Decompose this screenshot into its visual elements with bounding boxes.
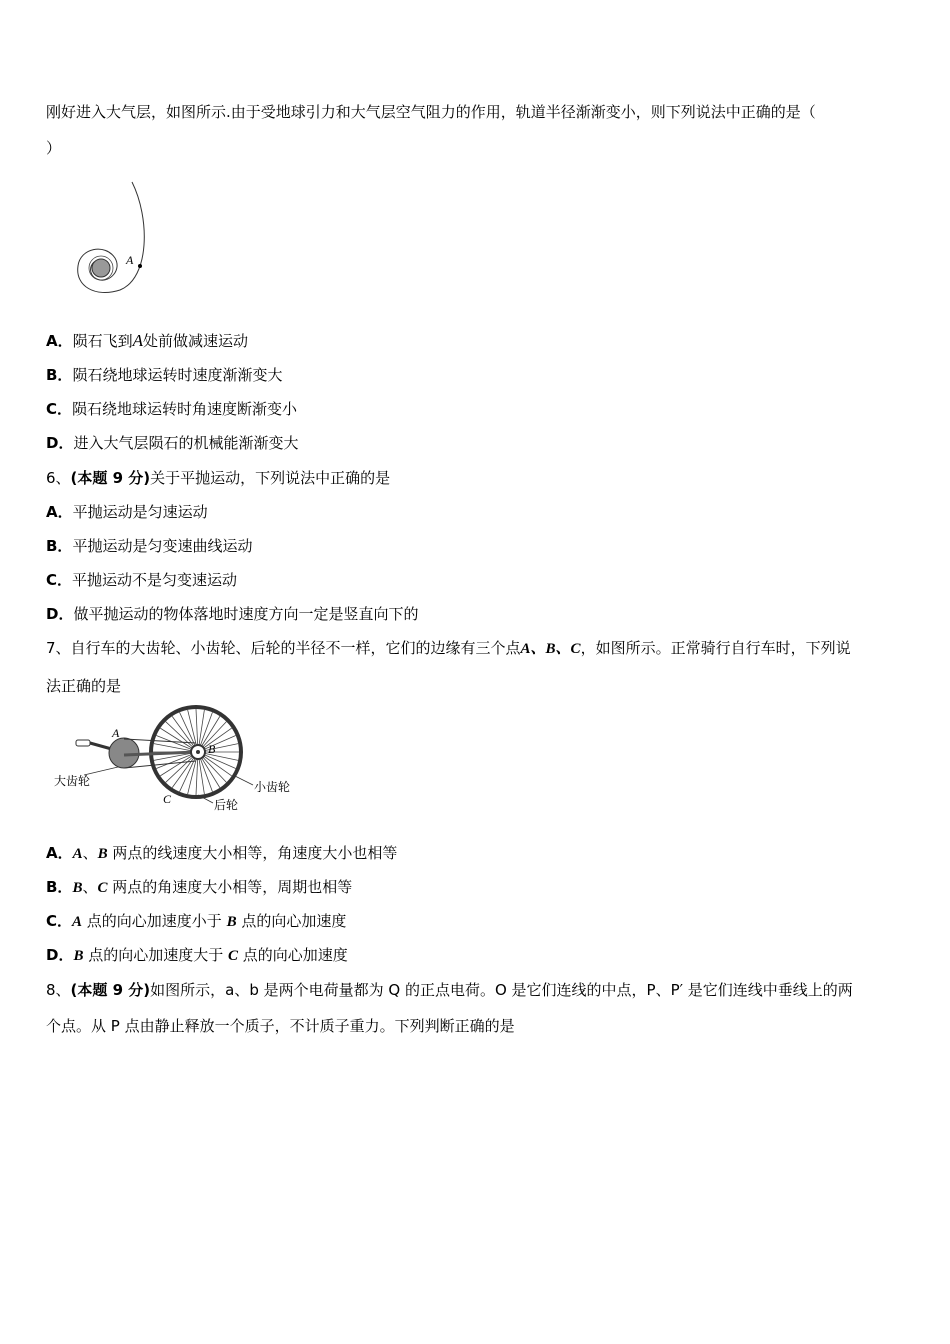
meteor-orbit-figure bbox=[70, 178, 170, 303]
q6-option-a[interactable]: A．平抛运动是匀速运动 bbox=[46, 503, 208, 521]
figure-label-big-gear: 大齿轮 bbox=[54, 774, 91, 788]
q7-option-c[interactable]: C．A 点的向心加速度小于 B 点的向心加速度 bbox=[46, 912, 347, 930]
q6-stem: 6、(本题 9 分)关于平抛运动，下列说法中正确的是 bbox=[46, 469, 391, 487]
q7-option-b[interactable]: B．B、C 两点的角速度大小相等，周期也相等 bbox=[46, 878, 353, 896]
q5-option-d[interactable]: D．进入大气层陨石的机械能渐渐变大 bbox=[46, 434, 299, 452]
q7-stem-line2: 法正确的是 bbox=[46, 677, 122, 695]
figure-label-a: A bbox=[112, 726, 120, 740]
q5-option-b[interactable]: B．陨石绕地球运转时速度渐渐变大 bbox=[46, 366, 283, 384]
q7-option-a[interactable]: A．A、B 两点的线速度大小相等，角速度大小也相等 bbox=[46, 844, 398, 862]
q5-stem-line2: ） bbox=[46, 139, 62, 157]
q7-stem-line1: 7、自行车的大齿轮、小齿轮、后轮的半径不一样，它们的边缘有三个点A、B、C，如图所示。正常骑行自行车时，下列说 bbox=[46, 639, 851, 657]
figure-label-b: B bbox=[208, 742, 216, 756]
bicycle-gear-figure bbox=[48, 705, 303, 820]
q8-stem-line1: 8、(本题 9 分)如图所示，a、b 是两个电荷量都为 Q 的正点电荷。O 是它们连线的中点，P、P′ 是它们连线中垂线上的两 bbox=[46, 981, 853, 999]
q5-option-a[interactable]: A．陨石飞到A处前做减速运动 bbox=[46, 331, 249, 350]
q6-option-c[interactable]: C．平抛运动不是匀变速运动 bbox=[46, 571, 238, 589]
q8-stem-line2: 个点。从 P 点由静止释放一个质子，不计质子重力。下列判断正确的是 bbox=[46, 1017, 515, 1035]
q5-option-c[interactable]: C．陨石绕地球运转时角速度断渐变小 bbox=[46, 400, 298, 418]
figure-label-c: C bbox=[163, 792, 172, 806]
figure-point-a: A bbox=[126, 253, 134, 267]
figure-label-rear-wheel: 后轮 bbox=[214, 798, 239, 812]
q6-option-b[interactable]: B．平抛运动是匀变速曲线运动 bbox=[46, 537, 253, 555]
q7-option-d[interactable]: D．B 点的向心加速度大于 C 点的向心加速度 bbox=[46, 946, 348, 964]
q6-option-d[interactable]: D．做平抛运动的物体落地时速度方向一定是竖直向下的 bbox=[46, 605, 419, 623]
q5-stem-line1: 刚好进入大气层，如图所示.由于受地球引力和大气层空气阻力的作用，轨道半径渐渐变小，则下列说法中正确的是（ bbox=[46, 103, 816, 121]
figure-label-small-gear: 小齿轮 bbox=[254, 780, 291, 794]
